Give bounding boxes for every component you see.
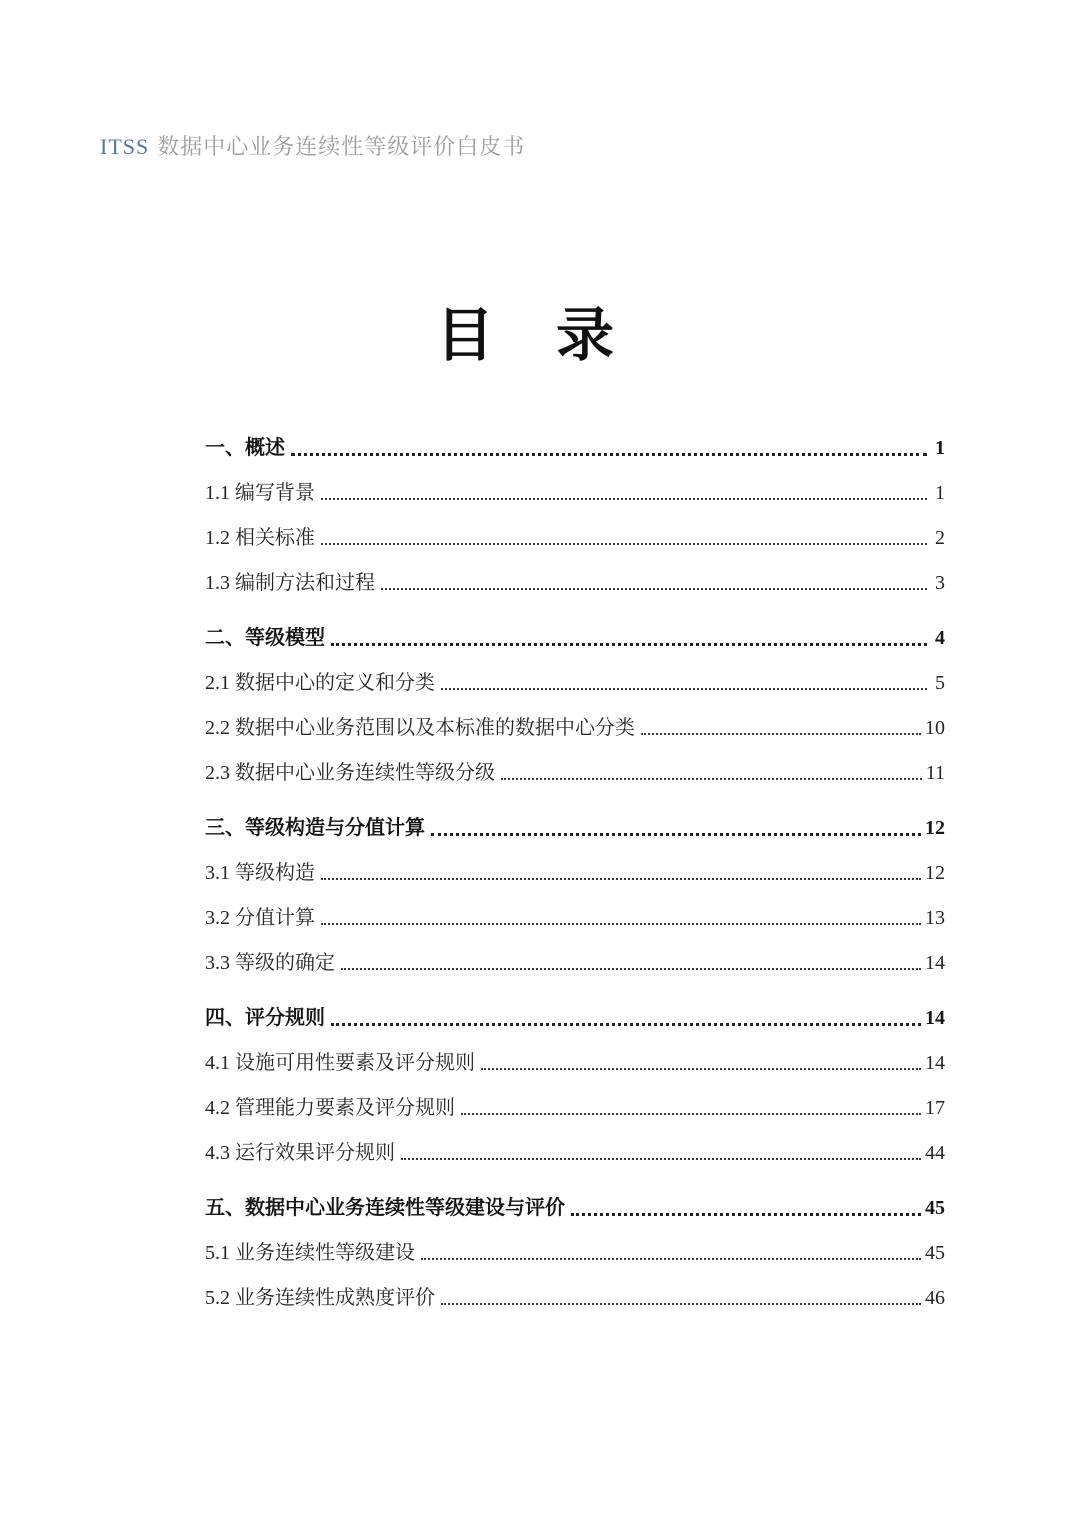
toc-section [205,816,945,975]
toc-entry [205,1241,945,1265]
toc-entry-page: 4 [935,627,945,649]
toc-leader-dots [571,1213,921,1216]
toc-entry [205,671,945,695]
toc-entry [205,1141,945,1165]
toc-entry [205,571,945,595]
toc-entry-label: 1.2 相关标准 [205,527,315,549]
toc-entry [205,816,945,840]
toc-leader-dots [641,733,921,735]
toc-entry-label: 2.2 数据中心业务范围以及本标准的数据中心分类 [205,717,635,739]
toc-entry-label: 4.3 运行效果评分规则 [205,1142,395,1164]
toc-entry-label: 5.2 业务连续性成熟度评价 [205,1287,435,1309]
toc-leader-dots [331,1023,921,1026]
toc-entry-label: 四、评分规则 [205,1007,325,1029]
toc-entry-page: 45 [925,1242,945,1264]
toc-entry-label: 一、概述 [205,437,285,459]
toc-entry-label: 2.1 数据中心的定义和分类 [205,672,435,694]
toc-entry [205,951,945,975]
toc-entry-label: 二、等级模型 [205,627,325,649]
toc-entry [205,906,945,930]
toc-entry-label: 3.3 等级的确定 [205,952,335,974]
toc-entry [205,436,945,460]
page-running-header [100,130,525,161]
toc-entry-page: 2 [935,527,945,549]
toc-leader-dots [461,1113,921,1115]
toc-leader-dots [321,878,921,880]
toc-entry [205,626,945,650]
toc-entry-page: 14 [925,1007,945,1029]
toc-entry-label: 3.1 等级构造 [205,862,315,884]
toc-entry-page: 13 [925,907,945,929]
toc-entry [205,1286,945,1310]
toc-list [205,436,945,1331]
toc-entry-page: 10 [925,717,945,739]
toc-entry-label: 五、数据中心业务连续性等级建设与评价 [205,1197,565,1219]
toc-entry-page: 17 [925,1097,945,1119]
toc-entry [205,761,945,785]
toc-entry-page: 45 [925,1197,945,1219]
toc-entry-page: 3 [935,572,945,594]
toc-leader-dots [501,778,922,780]
toc-leader-dots [441,688,927,690]
toc-leader-dots [421,1258,921,1260]
toc-entry-label: 4.1 设施可用性要素及评分规则 [205,1052,475,1074]
toc-leader-dots [331,643,927,646]
toc-page-title: 目 录 [435,303,616,368]
toc-entry-page: 1 [935,437,945,459]
toc-entry-label: 1.3 编制方法和过程 [205,572,375,594]
toc-entry-page: 12 [925,817,945,839]
toc-entry-label: 4.2 管理能力要素及评分规则 [205,1097,455,1119]
toc-entry [205,1006,945,1030]
toc-entry-page: 46 [925,1287,945,1309]
toc-entry-page: 1 [935,482,945,504]
toc-leader-dots [321,923,921,925]
toc-entry-label: 三、等级构造与分值计算 [205,817,425,839]
toc-leader-dots [321,543,927,545]
toc-entry-label: 2.3 数据中心业务连续性等级分级 [205,762,495,784]
brand-itss: ITSS [100,134,150,159]
toc-leader-dots [401,1158,921,1160]
toc-leader-dots [381,588,927,590]
toc-entry [205,1196,945,1220]
toc-entry [205,1051,945,1075]
toc-leader-dots [291,453,927,456]
toc-section [205,1196,945,1310]
toc-entry-page: 14 [925,952,945,974]
toc-leader-dots [321,498,927,500]
toc-leader-dots [431,833,921,836]
toc-leader-dots [481,1068,921,1070]
toc-section [205,1006,945,1165]
toc-entry-page: 5 [935,672,945,694]
toc-entry [205,526,945,550]
toc-section [205,626,945,785]
toc-entry-label: 1.1 编写背景 [205,482,315,504]
toc-entry-page: 11 [925,762,945,784]
toc-entry-page: 14 [925,1052,945,1074]
toc-entry [205,861,945,885]
toc-leader-dots [341,968,921,970]
toc-entry [205,481,945,505]
toc-entry-label: 3.2 分值计算 [205,907,315,929]
toc-entry [205,716,945,740]
toc-entry-label: 5.1 业务连续性等级建设 [205,1242,415,1264]
toc-entry [205,1096,945,1120]
toc-entry-page: 44 [925,1142,945,1164]
toc-section [205,436,945,595]
document-title: 数据中心业务连续性等级评价白皮书 [157,134,526,159]
toc-entry-page: 12 [925,862,945,884]
toc-leader-dots [441,1303,921,1305]
